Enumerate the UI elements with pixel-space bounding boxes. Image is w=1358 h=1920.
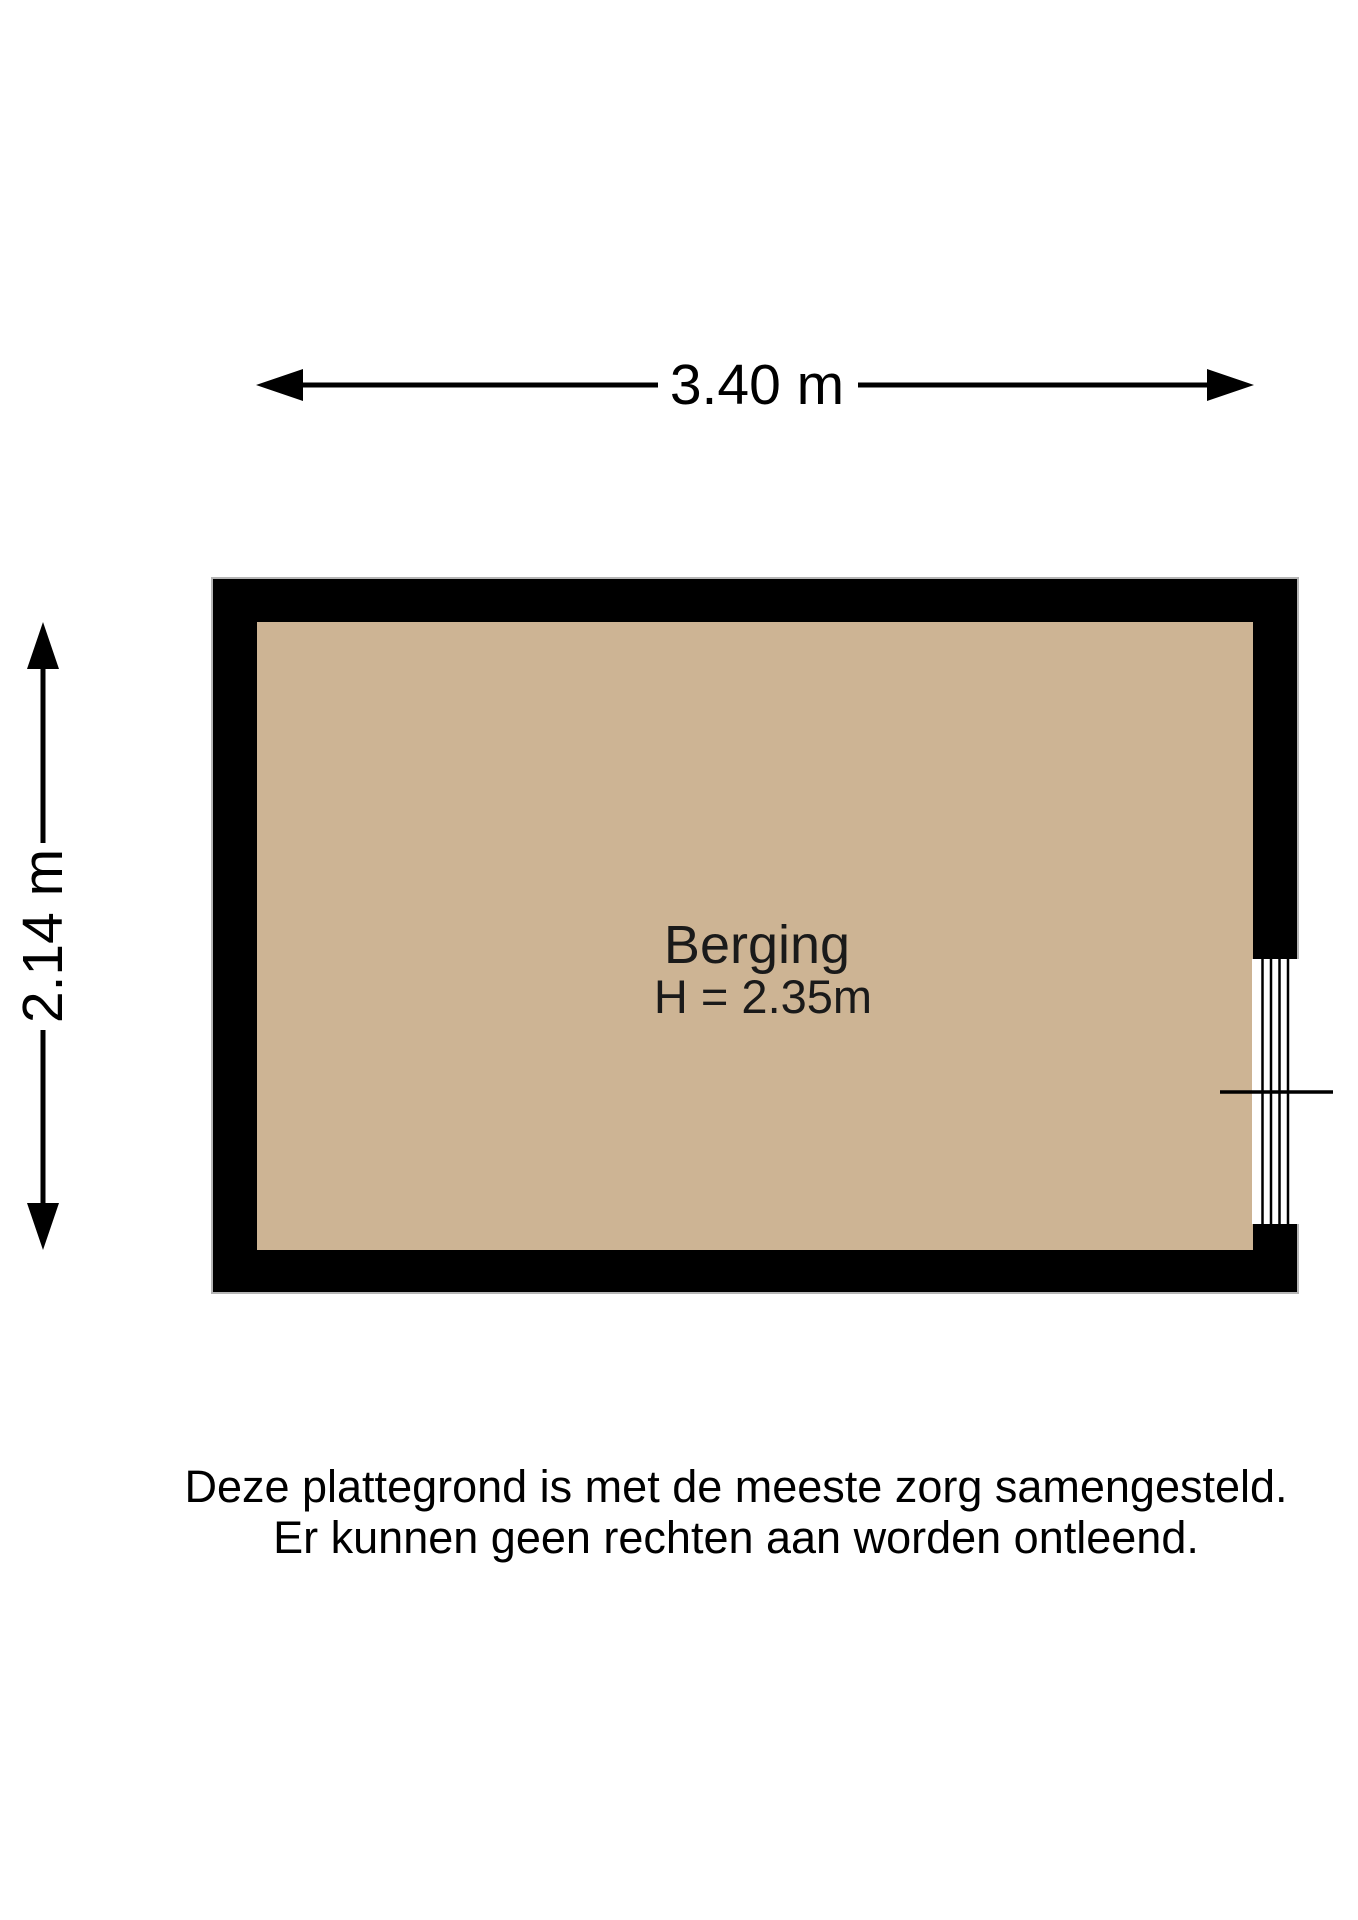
width-dimension-label: 3.40 m (669, 353, 845, 417)
room-ceiling-height-label: H = 2.35m (653, 970, 873, 1023)
disclaimer-line-2: Er kunnen geen rechten aan worden ontleend. (273, 1512, 1199, 1563)
room-name-label: Berging (663, 915, 851, 975)
disclaimer (184, 1461, 1287, 1563)
room-berging (212, 578, 1333, 1293)
disclaimer-line-1: Deze plattegrond is met de meeste zorg samengesteld. (184, 1461, 1288, 1512)
height-dimension-label: 2.14 m (11, 848, 75, 1024)
